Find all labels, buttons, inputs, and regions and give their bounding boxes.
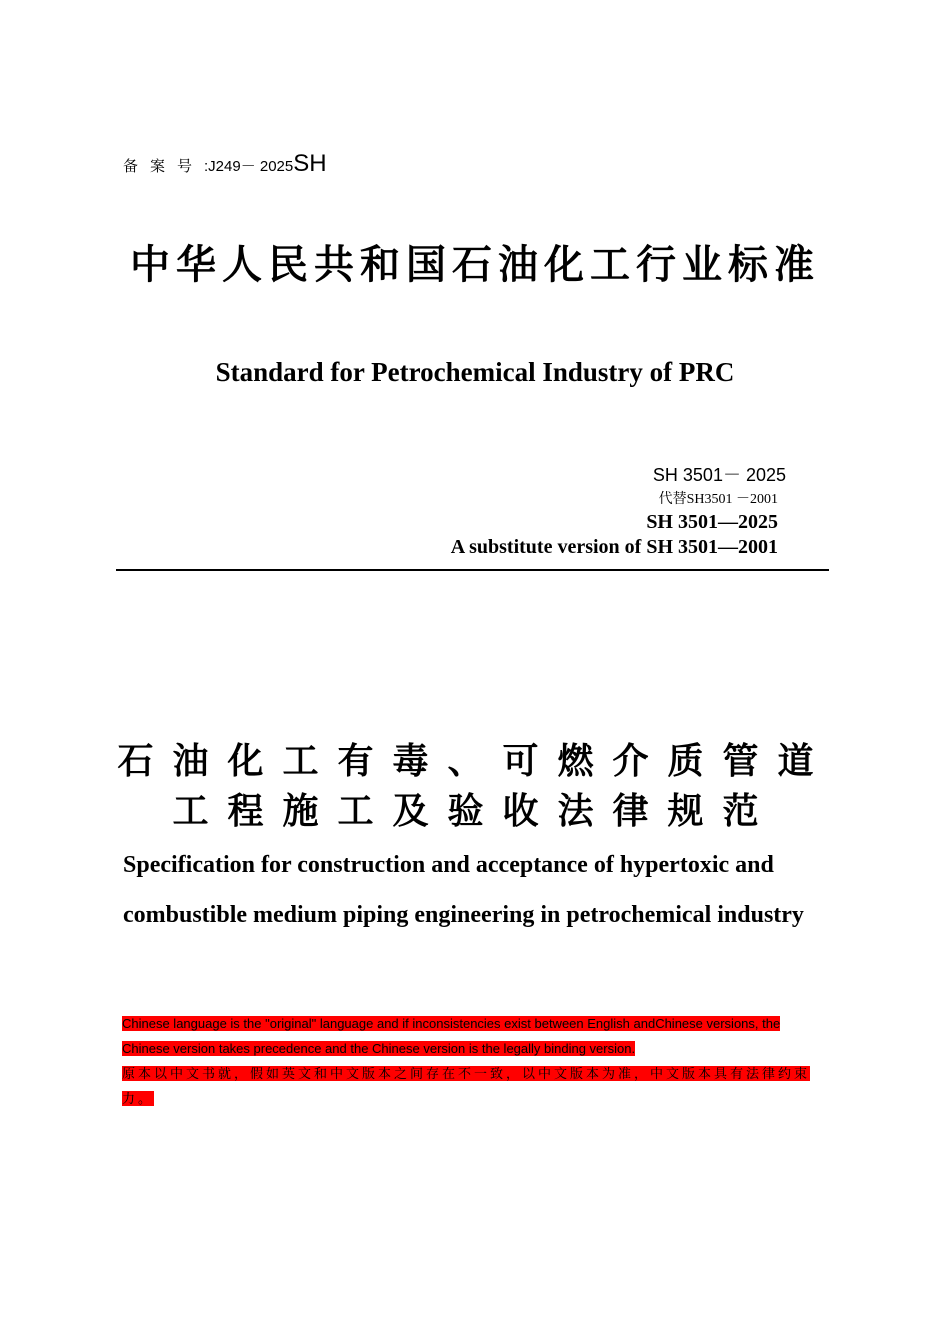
spec-title-cn [100,736,850,836]
record-suffix: SH [293,150,327,177]
header-divider [116,569,829,571]
record-number [123,150,327,178]
spec-title-cn-line-1: 石油化工有毒、可燃介质管道 [117,740,833,781]
record-label: 备案号 [123,158,205,175]
language-notice-en: Chinese language is the "original" language and if inconsistencies exist between English andChinese versions, the Chinese version takes precedence and the Chinese version is the legally binding version. [122,1016,781,1056]
spec-title-cn-line-2: 工程施工及验收法律规范 [172,790,778,831]
standard-code-cn: SH 3501－ 2025 [652,465,786,485]
replaces-code-en: A substitute version of SH 3501—2001 [450,536,778,558]
standard-title-cn: 中华人民共和国石油化工行业标准 [130,243,820,287]
language-notice [122,1011,830,1111]
record-number-value: :J249－ 2025 [204,158,294,175]
spec-title-en: Specification for construction and acceptance of hypertoxic and combustible medium piping engineering in petrochemical industry [123,852,804,928]
standard-code-en: SH 3501—2025 [646,511,778,533]
language-notice-cn: 原本以中文书就，假如英文和中文版本之间存在不一致，以中文版本为准，中文版本具有法律约束力。 [122,1066,811,1106]
standard-title-en: Standard for Petrochemical Industry of PRC [215,357,735,387]
replaces-code-cn: 代替SH3501 －2001 [658,492,778,507]
